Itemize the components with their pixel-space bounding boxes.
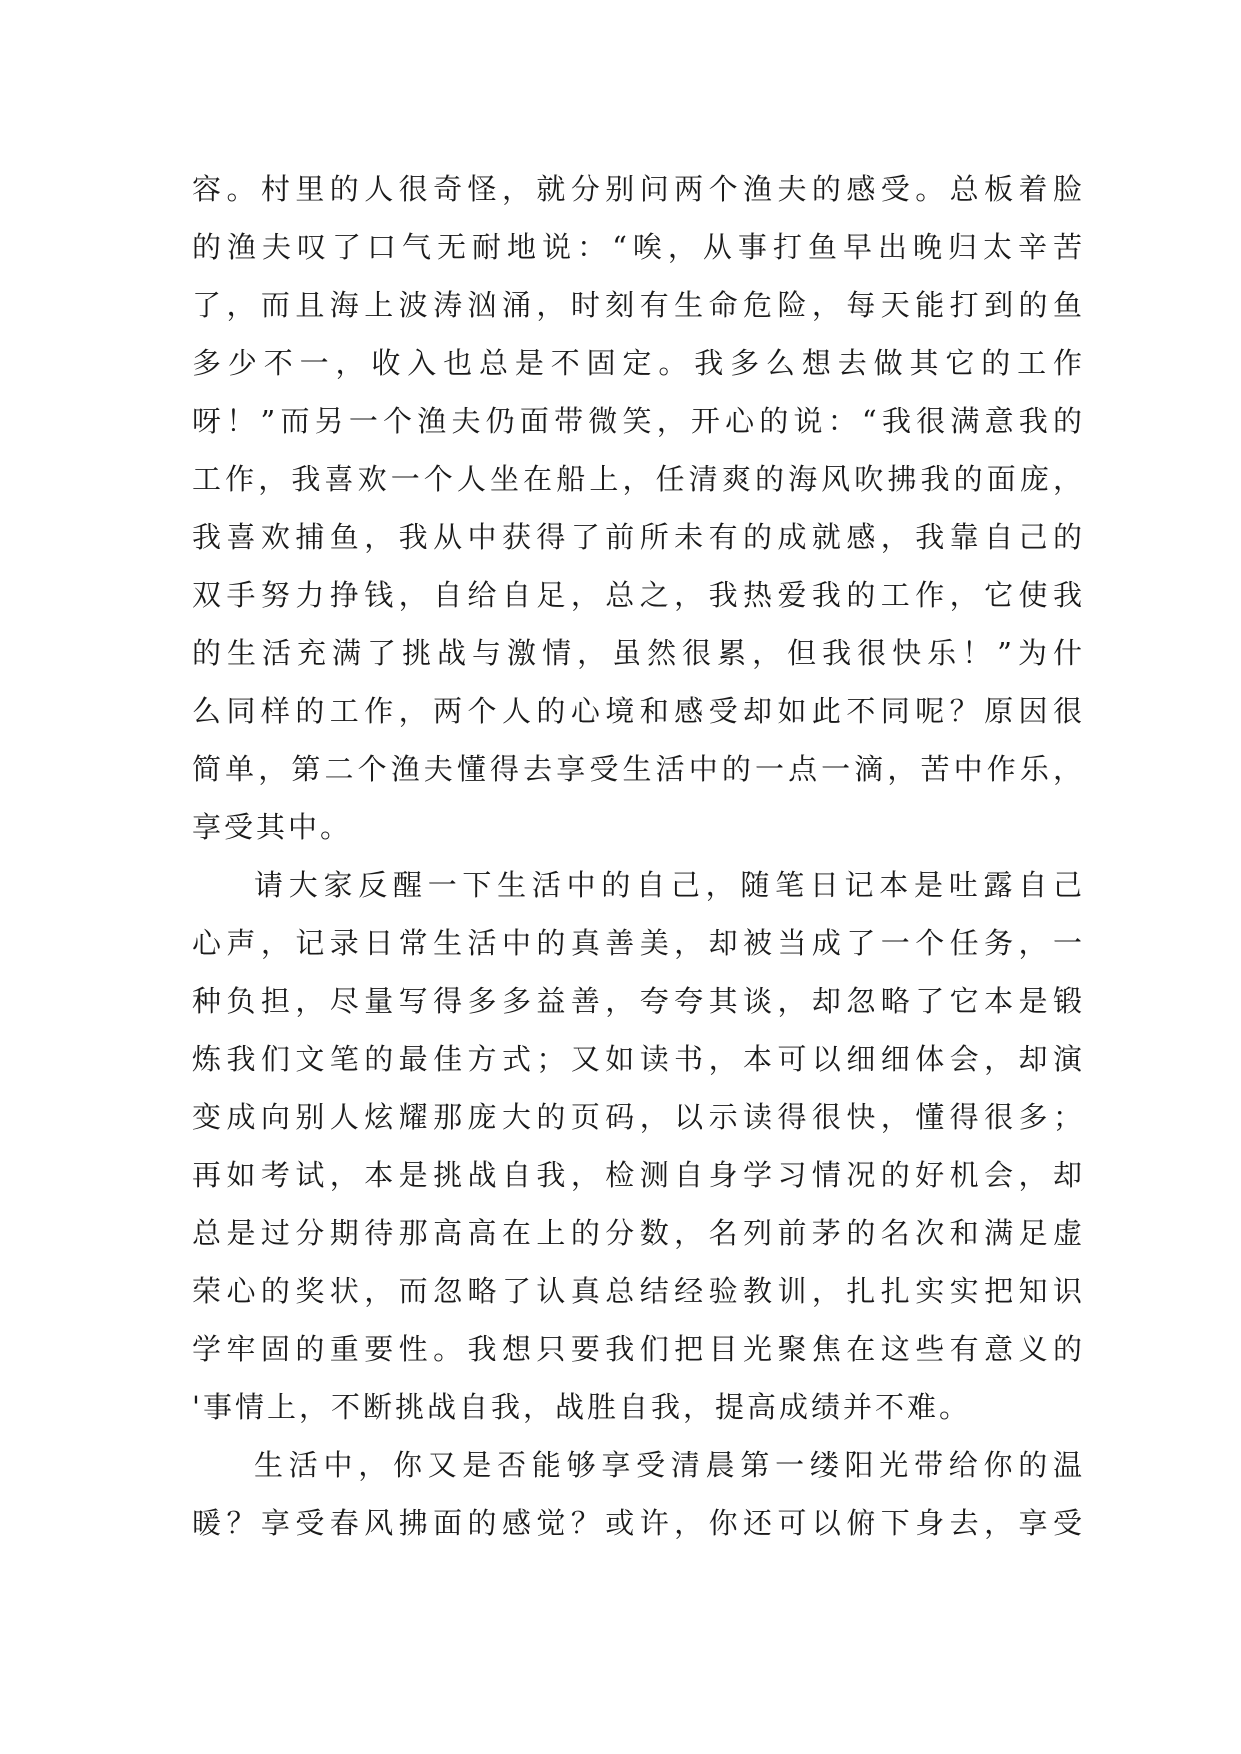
text-line: 我喜欢捕鱼，我从中获得了前所未有的成就感，我靠自己的 bbox=[192, 520, 1082, 554]
text-line: 种负担，尽量写得多多益善，夸夸其谈，却忽略了它本是锻 bbox=[192, 984, 1082, 1018]
text-line: 的生活充满了挑战与激情，虽然很累，但我很快乐！”为什 bbox=[192, 636, 1082, 670]
paragraph-2 bbox=[192, 856, 1082, 1436]
text-line: 再如考试，本是挑战自我，检测自身学习情况的好机会，却 bbox=[192, 1158, 1082, 1192]
text-line: 暖？享受春风拂面的感觉？或许，你还可以俯下身去，享受 bbox=[192, 1506, 1082, 1540]
text-line: 双手努力挣钱，自给自足，总之，我热爱我的工作，它使我 bbox=[192, 578, 1082, 612]
text-line: '事情上，不断挑战自我，战胜自我，提高成绩并不难。 bbox=[192, 1390, 971, 1424]
text-line: 么同样的工作，两个人的心境和感受却如此不同呢？原因很 bbox=[192, 694, 1082, 728]
text-line: 多少不一，收入也总是不固定。我多么想去做其它的工作 bbox=[192, 346, 1082, 380]
text-line: 心声，记录日常生活中的真善美，却被当成了一个任务，一 bbox=[192, 926, 1082, 960]
text-line: 变成向别人炫耀那庞大的页码，以示读得很快，懂得很多； bbox=[192, 1100, 1082, 1134]
text-line: 享受其中。 bbox=[192, 810, 353, 844]
paragraph-1 bbox=[192, 160, 1082, 856]
text-line: 工作，我喜欢一个人坐在船上，任清爽的海风吹拂我的面庞， bbox=[192, 462, 1082, 496]
text-line: 请大家反醒一下生活中的自己，随笔日记本是吐露自己 bbox=[254, 868, 1082, 902]
text-line: 简单，第二个渔夫懂得去享受生活中的一点一滴，苦中作乐， bbox=[192, 752, 1082, 786]
text-line: 炼我们文笔的最佳方式；又如读书，本可以细细体会，却演 bbox=[192, 1042, 1082, 1076]
text-line: 呀！”而另一个渔夫仍面带微笑，开心的说：“我很满意我的 bbox=[192, 404, 1082, 438]
text-line: 总是过分期待那高高在上的分数，名列前茅的名次和满足虚 bbox=[192, 1216, 1082, 1250]
text-line: 的渔夫叹了口气无耐地说：“唉，从事打鱼早出晚归太辛苦 bbox=[192, 230, 1082, 264]
document-body bbox=[192, 160, 1082, 1552]
text-line: 了，而且海上波涛汹涌，时刻有生命危险，每天能打到的鱼 bbox=[192, 288, 1082, 322]
text-line: 生活中，你又是否能够享受清晨第一缕阳光带给你的温 bbox=[254, 1448, 1082, 1482]
text-line: 学牢固的重要性。我想只要我们把目光聚焦在这些有意义的 bbox=[192, 1332, 1082, 1366]
text-line: 荣心的奖状，而忽略了认真总结经验教训，扎扎实实把知识 bbox=[192, 1274, 1082, 1308]
paragraph-3 bbox=[192, 1436, 1082, 1552]
text-line: 容。村里的人很奇怪，就分别问两个渔夫的感受。总板着脸 bbox=[192, 172, 1082, 206]
